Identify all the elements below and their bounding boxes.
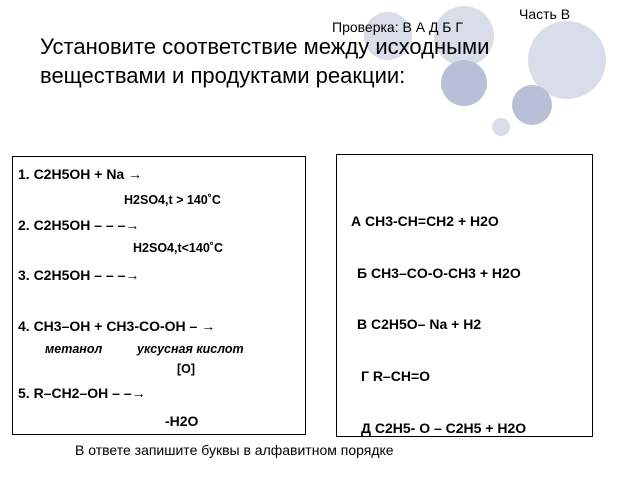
reaction-3: 3. C2H5OH – – –→ [18,267,140,283]
reactants-box [12,156,306,435]
part-label: Часть В [519,6,571,22]
product-b: Б CH3–CO-O-CH3 + H2O [357,265,521,281]
reaction-2: 2. C2H5OH – – –→ [18,217,140,233]
page-title [40,32,489,90]
title-line-1: Установите соответствие между исходными [40,34,490,59]
check-answer: Проверка: В А Д Б Г [332,19,463,35]
product-v: В C2H5O– Na + H2 [357,316,482,332]
deco-circle-6 [492,118,510,136]
product-g: Г R–CH=O [361,368,431,384]
product-a: А CH3-CH=CH2 + H2O [351,213,499,229]
deco-circle-5 [512,85,552,125]
label-acetic-acid: уксусная кислот [137,342,244,356]
label-methanol: метанол [45,342,103,356]
condition-1: H2SO4,t > 140˚C [124,193,221,207]
reaction-1: 1. C2H5OH + Na → [18,166,143,182]
condition-oxidation: [O] [177,362,196,376]
condition-minus-water: -H2O [165,413,199,429]
products-box [336,154,593,437]
reaction-4: 4. CH3–OH + CH3-CO-OH – → [18,318,216,334]
product-d: Д C2H5- O – C2H5 + H2O [361,420,527,436]
reaction-5: 5. R–CH2–OH – –→ [18,385,146,401]
title-line-2: веществами и продуктами реакции: [40,63,406,88]
footer-instruction: В ответе запишите буквы в алфавитном порядке [75,442,394,458]
condition-2: H2SO4,t<140˚C [133,241,223,255]
